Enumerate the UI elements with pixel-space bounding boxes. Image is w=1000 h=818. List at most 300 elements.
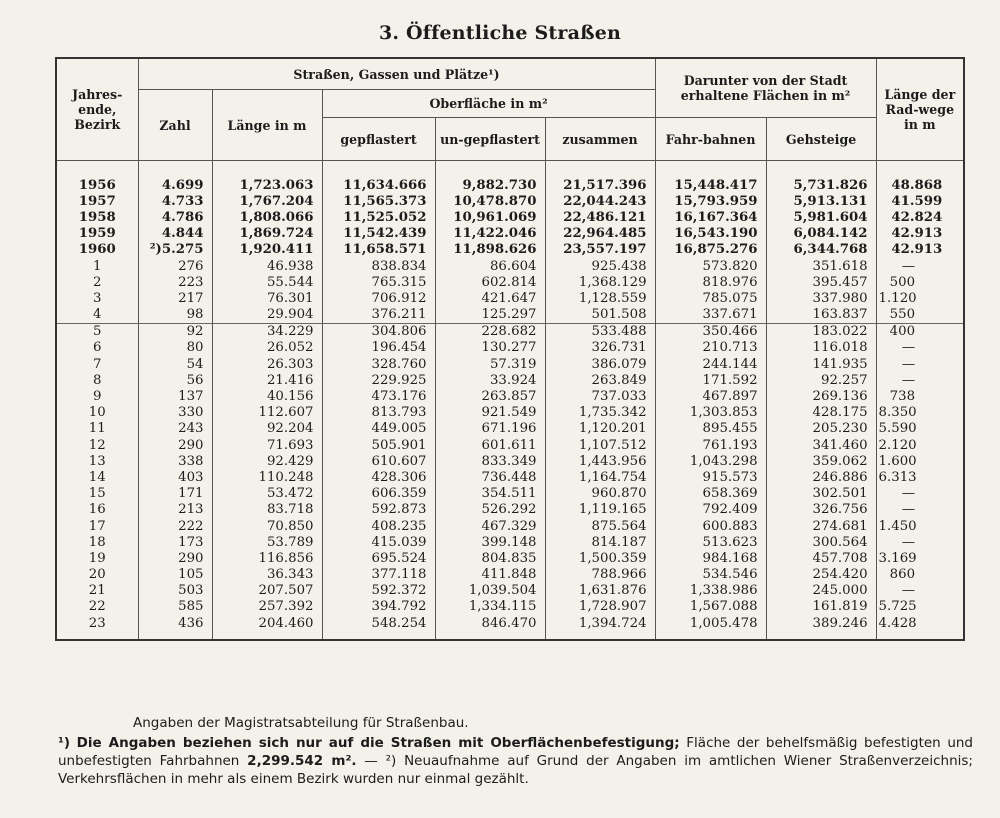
header-count: Zahl: [138, 90, 212, 161]
cell-bike: —: [876, 258, 964, 274]
cell-bike: 6.313: [876, 469, 964, 485]
cell-bike: 4.428: [876, 615, 964, 640]
cell-label: 13: [56, 453, 138, 469]
cell-sidewalks: 205.230: [766, 421, 876, 437]
table-row: [56, 567, 964, 583]
cell-label: 1: [56, 258, 138, 274]
cell-label: 5: [56, 323, 138, 340]
cell-total: 21,517.396: [545, 177, 655, 193]
cell-roadways: 895.455: [655, 421, 766, 437]
cell-unpaved: 9,882.730: [435, 177, 545, 193]
cell-sidewalks: 92.257: [766, 372, 876, 388]
cell-count: 80: [138, 340, 212, 356]
cell-length: 29.904: [212, 307, 322, 324]
cell-total: 960.870: [545, 486, 655, 502]
cell-label: 17: [56, 518, 138, 534]
cell-paved: 11,542.439: [322, 226, 435, 242]
cell-length: 26.052: [212, 340, 322, 356]
table-row: [56, 405, 964, 421]
cell-length: 1,869.724: [212, 226, 322, 242]
cell-label: 21: [56, 583, 138, 599]
table-row: [56, 469, 964, 485]
header-year-district: Jahres-ende, Bezirk: [56, 58, 138, 161]
header-surface-group: Oberfläche in m²: [322, 90, 655, 118]
cell-unpaved: 57.319: [435, 356, 545, 372]
cell-label: 23: [56, 615, 138, 640]
cell-unpaved: 33.924: [435, 372, 545, 388]
cell-count: 276: [138, 258, 212, 274]
cell-paved: 394.792: [322, 599, 435, 615]
cell-roadways: 792.409: [655, 502, 766, 518]
header-bike-length: Länge der Rad-wege in m: [876, 58, 964, 161]
cell-total: 1,728.907: [545, 599, 655, 615]
cell-paved: 610.607: [322, 453, 435, 469]
cell-sidewalks: 245.000: [766, 583, 876, 599]
cell-paved: 765.315: [322, 274, 435, 290]
cell-paved: 11,634.666: [322, 177, 435, 193]
table-row: [56, 599, 964, 615]
table-row: [56, 177, 964, 193]
cell-label: 4: [56, 307, 138, 324]
cell-sidewalks: 351.618: [766, 258, 876, 274]
cell-count: 223: [138, 274, 212, 290]
cell-sidewalks: 5,913.131: [766, 193, 876, 209]
cell-total: 737.033: [545, 388, 655, 404]
cell-roadways: 1,338.986: [655, 583, 766, 599]
cell-paved: 328.760: [322, 356, 435, 372]
cell-roadways: 534.546: [655, 567, 766, 583]
cell-count: ²)5.275: [138, 242, 212, 258]
cell-paved: 695.524: [322, 550, 435, 566]
streets-table: [55, 57, 965, 641]
cell-paved: 196.454: [322, 340, 435, 356]
cell-roadways: 658.369: [655, 486, 766, 502]
cell-label: 16: [56, 502, 138, 518]
cell-bike: 1.120: [876, 290, 964, 306]
cell-total: 23,557.197: [545, 242, 655, 258]
cell-length: 53.789: [212, 534, 322, 550]
cell-length: 1,808.066: [212, 209, 322, 225]
cell-unpaved: 602.814: [435, 274, 545, 290]
cell-paved: 229.925: [322, 372, 435, 388]
cell-bike: 5.590: [876, 421, 964, 437]
cell-paved: 408.235: [322, 518, 435, 534]
cell-roadways: 915.573: [655, 469, 766, 485]
cell-count: 217: [138, 290, 212, 306]
cell-paved: 376.211: [322, 307, 435, 324]
table-row: [56, 518, 964, 534]
cell-total: 263.849: [545, 372, 655, 388]
footnote-1-bold: Die Angaben beziehen sich nur auf die Straßen mit Oberflächenbefestigung;: [76, 735, 680, 751]
cell-total: 814.187: [545, 534, 655, 550]
cell-bike: 5.725: [876, 599, 964, 615]
table-row: [56, 486, 964, 502]
table-row: [56, 421, 964, 437]
cell-roadways: 785.075: [655, 290, 766, 306]
cell-label: 10: [56, 405, 138, 421]
table-row: [56, 583, 964, 599]
cell-unpaved: 354.511: [435, 486, 545, 502]
table-row: [56, 453, 964, 469]
cell-paved: 11,525.052: [322, 209, 435, 225]
cell-unpaved: 10,478.870: [435, 193, 545, 209]
cell-roadways: 16,167.364: [655, 209, 766, 225]
cell-roadways: 15,793.959: [655, 193, 766, 209]
cell-unpaved: 1,039.504: [435, 583, 545, 599]
cell-label: 1959: [56, 226, 138, 242]
cell-roadways: 761.193: [655, 437, 766, 453]
cell-bike: 738: [876, 388, 964, 404]
cell-label: 1957: [56, 193, 138, 209]
cell-label: 20: [56, 567, 138, 583]
cell-length: 55.544: [212, 274, 322, 290]
cell-label: 1956: [56, 177, 138, 193]
page-title: 3. Öffentliche Straßen: [378, 22, 622, 44]
cell-total: 1,164.754: [545, 469, 655, 485]
cell-bike: —: [876, 502, 964, 518]
cell-length: 207.507: [212, 583, 322, 599]
cell-roadways: 337.671: [655, 307, 766, 324]
cell-length: 204.460: [212, 615, 322, 640]
cell-length: 70.850: [212, 518, 322, 534]
cell-bike: 42.824: [876, 209, 964, 225]
cell-count: 330: [138, 405, 212, 421]
cell-total: 1,443.956: [545, 453, 655, 469]
cell-length: 46.938: [212, 258, 322, 274]
cell-roadways: 467.897: [655, 388, 766, 404]
cell-total: 1,368.129: [545, 274, 655, 290]
cell-total: 875.564: [545, 518, 655, 534]
header-length: Länge in m: [212, 90, 322, 161]
cell-sidewalks: 457.708: [766, 550, 876, 566]
cell-count: 98: [138, 307, 212, 324]
cell-count: 54: [138, 356, 212, 372]
cell-roadways: 171.592: [655, 372, 766, 388]
cell-paved: 505.901: [322, 437, 435, 453]
footnote-2-text: Neuaufnahme auf Grund der Angaben im amtlichen Wiener Straßenverzeichnis; Verkehrsflächen in mehr als einem Bezirk wurden nur einmal gezählt.: [58, 753, 973, 787]
cell-sidewalks: 183.022: [766, 323, 876, 340]
cell-sidewalks: 274.681: [766, 518, 876, 534]
cell-sidewalks: 359.062: [766, 453, 876, 469]
cell-unpaved: 125.297: [435, 307, 545, 324]
cell-count: 105: [138, 567, 212, 583]
cell-paved: 377.118: [322, 567, 435, 583]
cell-label: 12: [56, 437, 138, 453]
cell-count: 503: [138, 583, 212, 599]
cell-count: 56: [138, 372, 212, 388]
cell-sidewalks: 161.819: [766, 599, 876, 615]
cell-label: 18: [56, 534, 138, 550]
cell-count: 338: [138, 453, 212, 469]
cell-count: 436: [138, 615, 212, 640]
cell-unpaved: 526.292: [435, 502, 545, 518]
cell-bike: 2.120: [876, 437, 964, 453]
cell-count: 243: [138, 421, 212, 437]
cell-sidewalks: 300.564: [766, 534, 876, 550]
table-row: [56, 209, 964, 225]
cell-count: 4.786: [138, 209, 212, 225]
cell-length: 71.693: [212, 437, 322, 453]
cell-roadways: 210.713: [655, 340, 766, 356]
table-row: [56, 534, 964, 550]
cell-label: 9: [56, 388, 138, 404]
cell-total: 22,044.243: [545, 193, 655, 209]
cell-bike: 400: [876, 323, 964, 340]
header-paved: gepflastert: [322, 118, 435, 161]
table-row: [56, 274, 964, 290]
cell-roadways: 16,875.276: [655, 242, 766, 258]
cell-count: 171: [138, 486, 212, 502]
table-row: [56, 193, 964, 209]
cell-count: 585: [138, 599, 212, 615]
cell-bike: 500: [876, 274, 964, 290]
cell-sidewalks: 326.756: [766, 502, 876, 518]
cell-roadways: 818.976: [655, 274, 766, 290]
cell-sidewalks: 341.460: [766, 437, 876, 453]
cell-sidewalks: 246.886: [766, 469, 876, 485]
cell-bike: 42.913: [876, 226, 964, 242]
cell-total: 1,394.724: [545, 615, 655, 640]
cell-unpaved: 804.835: [435, 550, 545, 566]
cell-count: 290: [138, 550, 212, 566]
cell-bike: 1.600: [876, 453, 964, 469]
cell-total: 1,120.201: [545, 421, 655, 437]
header-streets-group: Straßen, Gassen und Plätze¹): [138, 58, 655, 90]
footnotes: [58, 734, 973, 788]
cell-total: 1,119.165: [545, 502, 655, 518]
cell-roadways: 573.820: [655, 258, 766, 274]
cell-label: 19: [56, 550, 138, 566]
cell-bike: 42.913: [876, 242, 964, 258]
header-unpaved: un-gepflastert: [435, 118, 545, 161]
footnote-1-mark: ¹): [58, 735, 71, 751]
cell-label: 11: [56, 421, 138, 437]
footnote-1-value: 2,299.542 m².: [247, 753, 357, 769]
cell-roadways: 600.883: [655, 518, 766, 534]
cell-paved: 304.806: [322, 323, 435, 340]
cell-paved: 606.359: [322, 486, 435, 502]
cell-label: 1960: [56, 242, 138, 258]
cell-sidewalks: 5,731.826: [766, 177, 876, 193]
cell-roadways: 350.466: [655, 323, 766, 340]
table-row: [56, 290, 964, 306]
cell-roadways: 984.168: [655, 550, 766, 566]
cell-paved: 11,658.571: [322, 242, 435, 258]
cell-sidewalks: 395.457: [766, 274, 876, 290]
source-note: Angaben der Magistratsabteilung für Straßenbau.: [133, 715, 469, 731]
cell-count: 290: [138, 437, 212, 453]
cell-label: 1958: [56, 209, 138, 225]
cell-length: 21.416: [212, 372, 322, 388]
cell-bike: 3.169: [876, 550, 964, 566]
cell-bike: —: [876, 356, 964, 372]
cell-bike: 1.450: [876, 518, 964, 534]
table-row: [56, 323, 964, 340]
cell-total: 22,486.121: [545, 209, 655, 225]
cell-sidewalks: 254.420: [766, 567, 876, 583]
cell-count: 137: [138, 388, 212, 404]
cell-length: 36.343: [212, 567, 322, 583]
cell-length: 116.856: [212, 550, 322, 566]
cell-roadways: 15,448.417: [655, 177, 766, 193]
cell-length: 1,767.204: [212, 193, 322, 209]
cell-unpaved: 467.329: [435, 518, 545, 534]
cell-bike: —: [876, 340, 964, 356]
table-row: [56, 226, 964, 242]
cell-length: 92.429: [212, 453, 322, 469]
cell-sidewalks: 163.837: [766, 307, 876, 324]
cell-unpaved: 833.349: [435, 453, 545, 469]
cell-paved: 838.834: [322, 258, 435, 274]
table-row: [56, 258, 964, 274]
cell-length: 92.204: [212, 421, 322, 437]
cell-unpaved: 10,961.069: [435, 209, 545, 225]
cell-paved: 449.005: [322, 421, 435, 437]
cell-bike: 8.350: [876, 405, 964, 421]
table-row: [56, 388, 964, 404]
table-row: [56, 437, 964, 453]
cell-unpaved: 399.148: [435, 534, 545, 550]
header-sidewalks: Gehsteige: [766, 118, 876, 161]
cell-sidewalks: 6,344.768: [766, 242, 876, 258]
cell-roadways: 1,303.853: [655, 405, 766, 421]
cell-length: 26.303: [212, 356, 322, 372]
cell-length: 110.248: [212, 469, 322, 485]
cell-total: 533.488: [545, 323, 655, 340]
cell-sidewalks: 389.246: [766, 615, 876, 640]
cell-length: 1,723.063: [212, 177, 322, 193]
cell-total: 501.508: [545, 307, 655, 324]
cell-total: 386.079: [545, 356, 655, 372]
cell-unpaved: 601.611: [435, 437, 545, 453]
cell-total: 326.731: [545, 340, 655, 356]
footnote-2-mark: — ²): [364, 753, 397, 769]
table-row: [56, 340, 964, 356]
cell-unpaved: 671.196: [435, 421, 545, 437]
cell-paved: 473.176: [322, 388, 435, 404]
cell-total: 788.966: [545, 567, 655, 583]
cell-count: 173: [138, 534, 212, 550]
cell-bike: 550: [876, 307, 964, 324]
cell-sidewalks: 116.018: [766, 340, 876, 356]
cell-paved: 428.306: [322, 469, 435, 485]
cell-unpaved: 11,422.046: [435, 226, 545, 242]
cell-bike: 41.599: [876, 193, 964, 209]
header-city-group: Darunter von der Stadt erhaltene Flächen in m²: [655, 58, 876, 118]
cell-sidewalks: 5,981.604: [766, 209, 876, 225]
cell-sidewalks: 428.175: [766, 405, 876, 421]
cell-sidewalks: 141.935: [766, 356, 876, 372]
cell-total: 22,964.485: [545, 226, 655, 242]
cell-unpaved: 86.604: [435, 258, 545, 274]
cell-unpaved: 263.857: [435, 388, 545, 404]
cell-sidewalks: 6,084.142: [766, 226, 876, 242]
footnote-1-text: Fläche der behelfsmäßig befestigten und unbefestigten Fahrbahnen: [58, 735, 973, 769]
cell-sidewalks: 269.136: [766, 388, 876, 404]
cell-length: 34.229: [212, 323, 322, 340]
cell-unpaved: 1,334.115: [435, 599, 545, 615]
table-row: [56, 550, 964, 566]
cell-bike: —: [876, 583, 964, 599]
table-row: [56, 242, 964, 258]
cell-count: 92: [138, 323, 212, 340]
cell-unpaved: 846.470: [435, 615, 545, 640]
cell-label: 8: [56, 372, 138, 388]
cell-roadways: 16,543.190: [655, 226, 766, 242]
cell-label: 15: [56, 486, 138, 502]
cell-unpaved: 921.549: [435, 405, 545, 421]
table-row: [56, 372, 964, 388]
cell-length: 112.607: [212, 405, 322, 421]
cell-roadways: 244.144: [655, 356, 766, 372]
cell-roadways: 1,043.298: [655, 453, 766, 469]
cell-unpaved: 228.682: [435, 323, 545, 340]
cell-length: 1,920.411: [212, 242, 322, 258]
cell-length: 76.301: [212, 290, 322, 306]
cell-count: 403: [138, 469, 212, 485]
cell-paved: 813.793: [322, 405, 435, 421]
cell-length: 257.392: [212, 599, 322, 615]
cell-label: 2: [56, 274, 138, 290]
cell-label: 14: [56, 469, 138, 485]
cell-label: 6: [56, 340, 138, 356]
cell-label: 22: [56, 599, 138, 615]
cell-count: 4.733: [138, 193, 212, 209]
cell-sidewalks: 337.980: [766, 290, 876, 306]
cell-roadways: 1,567.088: [655, 599, 766, 615]
cell-bike: 48.868: [876, 177, 964, 193]
cell-length: 53.472: [212, 486, 322, 502]
cell-total: 1,735.342: [545, 405, 655, 421]
cell-bike: —: [876, 372, 964, 388]
cell-paved: 592.873: [322, 502, 435, 518]
header-roadways: Fahr-bahnen: [655, 118, 766, 161]
cell-total: 1,500.359: [545, 550, 655, 566]
table-row: [56, 502, 964, 518]
cell-length: 83.718: [212, 502, 322, 518]
cell-bike: —: [876, 534, 964, 550]
cell-length: 40.156: [212, 388, 322, 404]
cell-total: 1,107.512: [545, 437, 655, 453]
cell-paved: 415.039: [322, 534, 435, 550]
cell-label: 3: [56, 290, 138, 306]
table-row: [56, 615, 964, 640]
cell-paved: 11,565.373: [322, 193, 435, 209]
cell-unpaved: 130.277: [435, 340, 545, 356]
cell-total: 925.438: [545, 258, 655, 274]
cell-count: 4.844: [138, 226, 212, 242]
header-total: zusammen: [545, 118, 655, 161]
cell-total: 1,631.876: [545, 583, 655, 599]
cell-unpaved: 411.848: [435, 567, 545, 583]
table-body: [56, 177, 964, 640]
cell-count: 222: [138, 518, 212, 534]
cell-roadways: 1,005.478: [655, 615, 766, 640]
cell-count: 213: [138, 502, 212, 518]
cell-total: 1,128.559: [545, 290, 655, 306]
cell-label: 7: [56, 356, 138, 372]
cell-unpaved: 11,898.626: [435, 242, 545, 258]
cell-roadways: 513.623: [655, 534, 766, 550]
cell-paved: 548.254: [322, 615, 435, 640]
cell-count: 4.699: [138, 177, 212, 193]
table-row: [56, 356, 964, 372]
cell-paved: 592.372: [322, 583, 435, 599]
cell-unpaved: 421.647: [435, 290, 545, 306]
cell-unpaved: 736.448: [435, 469, 545, 485]
cell-bike: —: [876, 486, 964, 502]
cell-bike: 860: [876, 567, 964, 583]
